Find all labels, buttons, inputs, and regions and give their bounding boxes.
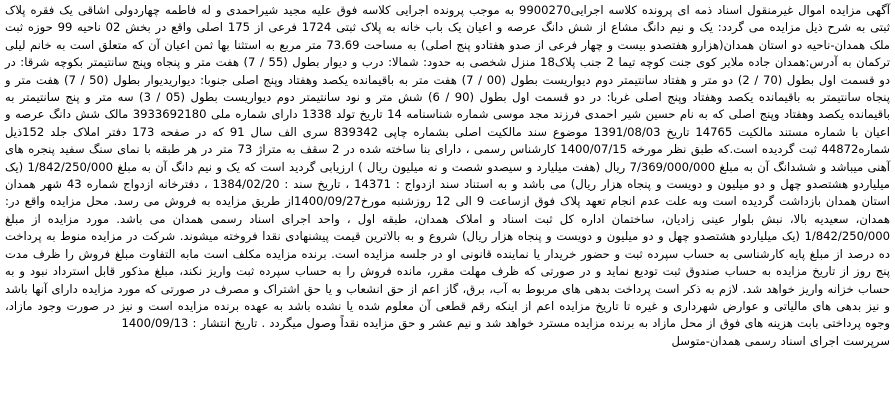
signature-line: سرپرست اجرای اسناد رسمی همدان-متوسل — [671, 333, 890, 348]
notice-body-text: آگهی مزایده اموال غیرمنقول اسناد ذمه ای پرونده کلاسه اجرایی9900270 به موجب پرونده اجرایی کلاسه فوق علیه مجید شیراحمدی و له فاطمه چهاردولی اشاقی یک فقره پلاک ثبتی به شرح ذیل مزایده می گردد: یک و نیم دانگ مشاع از شش دانگ عرصه و اعیان یک باب خانه به پلاک ثبتی 1724 فرعی از 175 اصلی واقع در بخش 02 ناحیه 99 حوزه ثبت ملک همدان-ناحیه دو استان همدان(هزارو هفتصدو بیست و چهار فرعی از صدو هفتادو پنج اصلی) به مساحت 73.69 متر مربع به استثنا بها ثمن اعیان آن که متعلق است به خانم لیلی ترکمان به آدرس:همدان جاده ملایر کوی جنت کوچه تیما 2 جنب پلاک18 منزل شخصی به حدود: شمالا: درب و دیوار بطول (55 / 7) هفت متر و پنجاه وپنج سانتیمتر بکوچه شرقا: در دو قسمت اول بطول (70 / 2) دو متر و هفتاد سانتیمتر دوم دیواریست بطول (00 / 7) هفت متر به باقیمانده یکصد وهفتاد وپنج اصلی جنوبا: دیواریدیوار بطول (50 / 7) هفت متر و پنجاه سانتیمتر به باقیمانده یکصد وهفتاد وپنج اصلی غربا: در دو قسمت اول بطول (90 / 6) شش متر و نود سانتیمتر دوم دیواریست بطول (05 / 3) سه متر و پنج سانتیمتر به باقیمانده یکصد وهفتاد وپنج اصلی که به نام حسین شیر احمدی فرزند مجد موسی شماره شناسنامه 14 تاریخ تولد 1338 دارای شماره ملی 3933692180 مالک شش دانگ عرصه و اعیان با شماره مستند مالکیت 14765 تاریخ 1391/08/03 موضوع سند مالکیت اصلی بشماره چاپی 839342 سری الف سال 91 که در صفحه 173 دفتر املاک جلد 152ذیل شماره44872 ثبت گردیده است.که طبق نظر مورخه 1400/07/15 کارشناس رسمی ، دارای بنا ساخته شده در 2 سقف به متراژ 73 متر در هر طبقه با نمای سنگ سفید پنجره های آهنی میباشد و ششدانگ آن به مبلغ 7/369/000/000 ریال (هفت میلیارد و سیصدو شصت و نه میلیون ریال ) ارزیابی گردید است که یک و نیم دانگ آن به مبلغ 1/842/250/000 (یک میلیاردو هشتصدو چهل و دو میلیون و دویست و پنجاه هزار ریال) می باشد و به استناد سند ازدواج : 14371 ، تاریخ سند : 1384/02/20 ، دفترخانه ازدواج شماره 43 شهر همدان استان همدان بازداشت گردیده است وبه علت عدم انجام تعهد پلاک فوق ازساعت 9 الی 12 روزشنبه مورخ1400/09/27از طریق مزایده به فروش می رسد. محل مزایده واقع در: همدان، سعیدیه بالا، نبش بلوار عینی زادیان، ساختمان اداره کل ثبت اسناد و املاک همدان، طبقه اول ، واحد اجرای اسناد رسمی همدان می باشد. مورد مزایده از مبلغ 1/842/250/000 (یک میلیاردو هشتصدو چهل و دو میلیون و دویست و پنجاه هزار ریال) شروع و به بالاترین قیمت پیشنهادی نقدا فروخته میشوند. شرکت در مزایده منوط به پرداخت ده درصد از مبلغ پایه کارشناسی به حساب سپرده ثبت و حضور خریدار یا نماینده قانونی او در جلسه مزایده است. برنده مزایده مکلف است مابه التفاوت مبلغ فروش را ظرف مدت پنج روز از تاریخ مزایده به حساب صندوق ثبت تودیع نماید و در صورتی که ظرف مهلت مقرر، مانده فروش را به حساب سپرده ثبت واریز نکند، مبلغ مذکور قابل استرداد نبود و به حساب خزانه واریز خواهد شد. لازم به ذکر است پرداخت بدهی های مربوط به آب، برق، گاز اعم از حق انشعاب و یا حق اشتراک و مصرف در صورتی که مورد مزایده دارای آنها باشد و نیز بدهی های مالیاتی و عوارض شهرداری و غیره تا تاریخ مزایده اعم از اینکه رقم قطعی آن معلوم شده یا نشده باشد به عهده برنده مزایده است و نیز در صورت وجود مازاد، وجوه پرداختی بابت هزینه های فوق از محل مازاد به برنده مزایده مسترد خواهد شد و نیم عشر و حق مزایده نقداً وصول میگردد . تاریخ انتشار : 1400/09/13 — [5, 3, 891, 331]
auction-notice — [5, 2, 890, 411]
